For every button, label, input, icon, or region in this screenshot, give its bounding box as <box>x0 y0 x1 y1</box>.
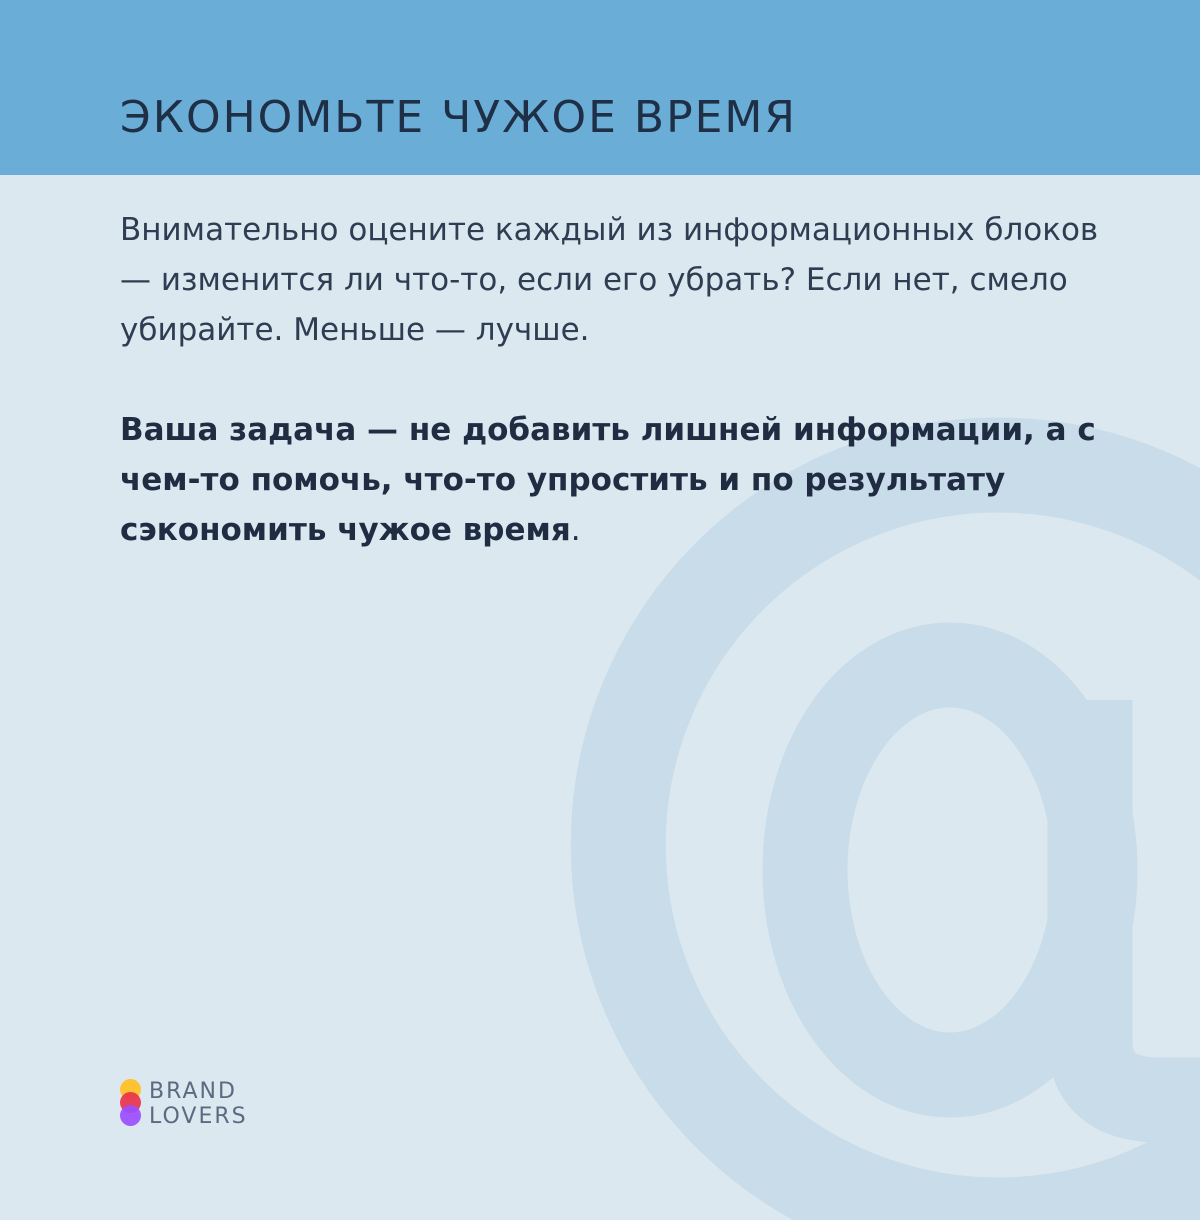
logo-wordmark <box>149 1079 248 1129</box>
main-content <box>120 205 1100 555</box>
emphasis-paragraph <box>120 405 1100 555</box>
emphasis-text: Ваша задача — не добавить лишней информации, а с чем-то помочь, что-то упростить и по результату сэкономить чужое время <box>120 412 1096 548</box>
body-paragraph: Внимательно оцените каждый из информационных блоков — изменится ли что-то, если его убрать? Если нет, смело убирайте. Меньше — лучше. <box>120 212 1099 348</box>
emphasis-period: . <box>570 512 581 548</box>
header-banner <box>0 0 1200 175</box>
logo-circles-icon <box>119 1079 143 1129</box>
page-title: ЭКОНОМЬТЕ ЧУЖОЕ ВРЕМЯ <box>120 92 797 143</box>
logo-line-brand: BRAND <box>149 1079 237 1104</box>
brand-logo <box>119 1079 248 1129</box>
logo-line-lovers: LOVERS <box>149 1104 248 1129</box>
